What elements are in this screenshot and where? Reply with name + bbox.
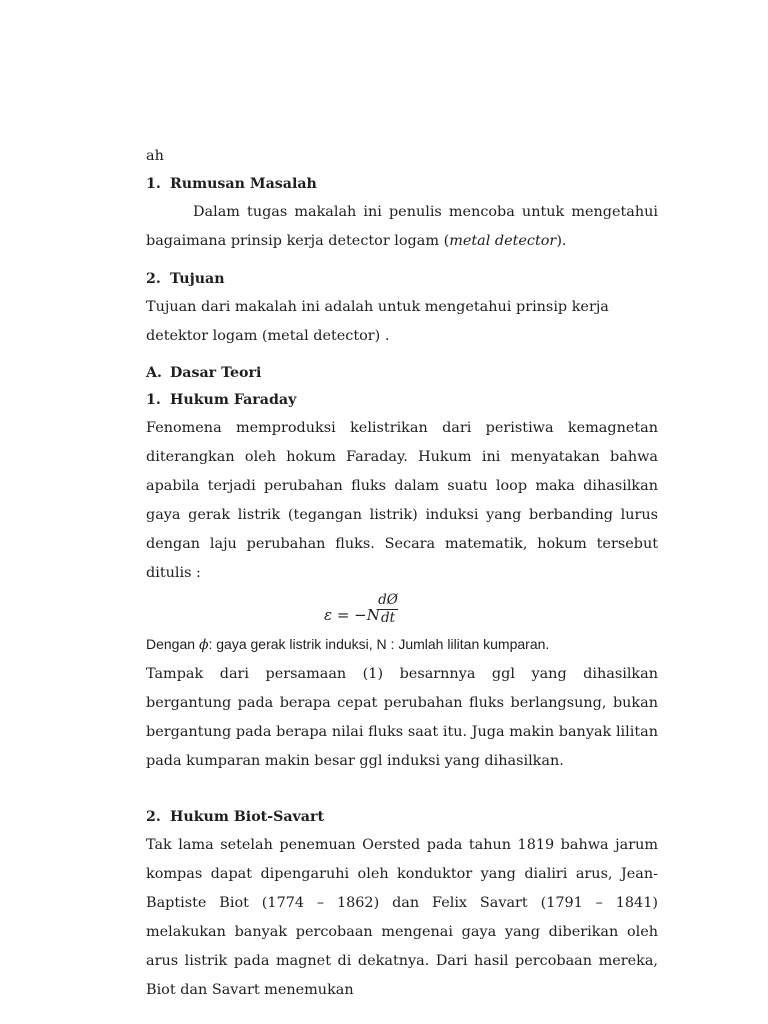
paragraph-faraday-intro: Fenomena memproduksi kelistrikan dari peristiwa kemagnetan diterangkan oleh hokum Faraday. Hukum ini menyatakan bahwa apabila terjadi perubahan fluks dalam suatu loop maka dihasilkan gaya gerak listrik (tegangan listrik) induksi yang berbanding lurus dengan laju perubahan fluks. Secara matematik, hokum tersebut ditulis : bbox=[146, 420, 658, 581]
equation-denominator: dt bbox=[380, 610, 396, 626]
heading-number: 1. bbox=[146, 176, 161, 192]
heading-tujuan bbox=[146, 266, 658, 293]
heading-title: Hukum Faraday bbox=[170, 392, 297, 408]
text-fragment: ah bbox=[146, 148, 164, 164]
heading-number: 1. bbox=[146, 392, 161, 408]
heading-number: A. bbox=[146, 365, 162, 381]
heading-rumusan-masalah bbox=[146, 171, 658, 198]
paragraph-definition: Dengan ϕ: gaya gerak listrik induksi, N : Jumlah lilitan kumparan. bbox=[146, 636, 550, 653]
heading-hukum-faraday bbox=[146, 387, 658, 414]
paragraph-faraday-explanation: Tampak dari persamaan (1) besarnnya ggl yang dihasilkan bergantung pada berapa cepat perubahan fluks berlangsung, bukan bergantung pada berapa nilai fluks saat itu. Juga makin banyak lilitan pada kumparan makin besar ggl induksi yang dihasilkan. bbox=[146, 666, 658, 769]
equation-fraction bbox=[377, 592, 399, 627]
heading-title: Hukum Biot-Savart bbox=[170, 809, 325, 825]
equation-faraday bbox=[146, 592, 658, 630]
equation-lhs: ε = −N bbox=[324, 606, 380, 624]
phi-symbol: ϕ bbox=[198, 637, 209, 653]
heading-dasar-teori bbox=[146, 360, 658, 387]
heading-title: Tujuan bbox=[170, 271, 225, 287]
heading-hukum-biot-savart bbox=[146, 804, 658, 831]
italic-term: metal detector bbox=[449, 233, 557, 249]
paragraph-biot-savart: Tak lama setelah penemuan Oersted pada tahun 1819 bahwa jarum kompas dapat dipengaruhi oleh konduktor yang dialiri arus, Jean-Baptiste Biot (1774 – 1862) dan Felix Savart (1791 – 1841) melakukan banyak percobaan mengenai gaya yang diberikan oleh arus listrik pada magnet di dekatnya. Dari hasil percobaan mereka, Biot dan Savart menemukan bbox=[146, 837, 658, 998]
equation-numerator: dØ bbox=[378, 592, 398, 608]
heading-number: 2. bbox=[146, 809, 161, 825]
heading-title: Rumusan Masalah bbox=[170, 176, 317, 192]
document-body bbox=[146, 142, 658, 1005]
paragraph-rumusan: Dalam tugas makalah ini penulis mencoba untuk mengetahui bagaimana prinsip kerja detector logam (metal detector). bbox=[146, 204, 658, 249]
paragraph-tujuan: Tujuan dari makalah ini adalah untuk mengetahui prinsip kerja detektor logam (metal detector) . bbox=[146, 299, 609, 344]
heading-number: 2. bbox=[146, 271, 161, 287]
heading-title: Dasar Teori bbox=[170, 365, 262, 381]
